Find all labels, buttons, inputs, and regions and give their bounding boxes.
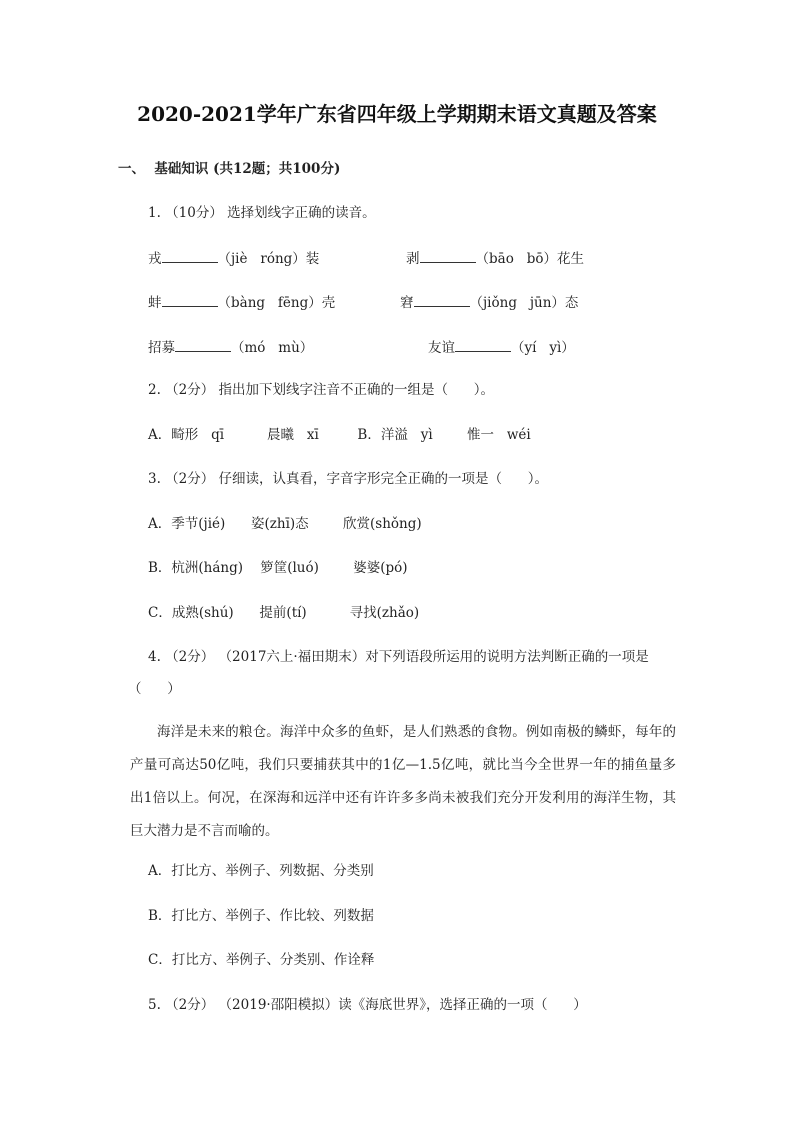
- question-4-stem: 4. （2分） （2017六上·福田期末）对下列语段所运用的说明方法判断正确的一项是: [148, 649, 649, 665]
- q4-option-b: B．打比方、举例子、作比较、列数据: [148, 908, 374, 924]
- q4-passage: 海洋是未来的粮仓。海洋中众多的鱼虾，是人们熟悉的食物。例如南极的鳞虾，每年的产量可高达50亿吨，我们只要捕获其中的1亿—1.5亿吨，就比当今全世界一年的捕鱼量多出1倍以上。何况，在深海和远洋中还有许许多多尚未被我们充分开发利用的海洋生物，其巨大潜力是不言而喻的。: [130, 724, 676, 839]
- question-5-stem: 5. （2分） （2019·邵阳模拟）读《海底世界》，选择正确的一项（ ）: [148, 997, 587, 1013]
- q4-option-c: C．打比方、举例子、分类别、作诠释: [148, 952, 375, 968]
- answer-blank[interactable]: [175, 337, 231, 352]
- question-3-stem: 3. （2分） 仔细读，认真看，字音字形完全正确的一项是（ ）。: [148, 471, 549, 487]
- q4-option-a: A．打比方、举例子、列数据、分类别: [148, 863, 374, 879]
- q1-item: 友谊 （yí yì）: [428, 337, 575, 357]
- question-4-stem-cont: （ ）: [128, 681, 181, 697]
- answer-blank[interactable]: [420, 248, 476, 263]
- q3-option-b: B．杭洲(háng) 箩筐(luó) 婆婆(pó): [148, 560, 408, 576]
- q2-options: A．畸形 qī 晨曦 xī B．洋溢 yì 惟一 wéi: [148, 427, 531, 443]
- section-heading: 一、 基础知识 (共12题；共100分): [118, 161, 341, 177]
- q1-item: 招募 （mó mù）: [148, 337, 313, 357]
- q1-item: 戎 （jiè róng）装: [148, 248, 319, 268]
- q3-option-c: C．成熟(shú) 提前(tí) 寻找(zhǎo): [148, 605, 420, 621]
- q1-item: 窘 （jiǒng jūn）态: [400, 292, 578, 312]
- answer-blank[interactable]: [162, 248, 218, 263]
- answer-blank[interactable]: [414, 292, 470, 307]
- document-title: 2020-2021学年广东省四年级上学期期末语文真题及答案: [137, 102, 657, 126]
- answer-blank[interactable]: [455, 337, 511, 352]
- q3-option-a: A．季节(jié) 姿(zhī)态 欣赏(shǒng): [148, 516, 422, 532]
- q1-item: 蚌 （bàng fēng）壳: [148, 292, 335, 312]
- answer-blank[interactable]: [162, 292, 218, 307]
- q1-item: 剥 （bāo bō）花生: [406, 248, 584, 268]
- question-1-stem: 1. （10分） 选择划线字正确的读音。: [148, 205, 376, 221]
- question-2-stem: 2. （2分） 指出加下划线字注音不正确的一组是（ ）。: [148, 382, 495, 398]
